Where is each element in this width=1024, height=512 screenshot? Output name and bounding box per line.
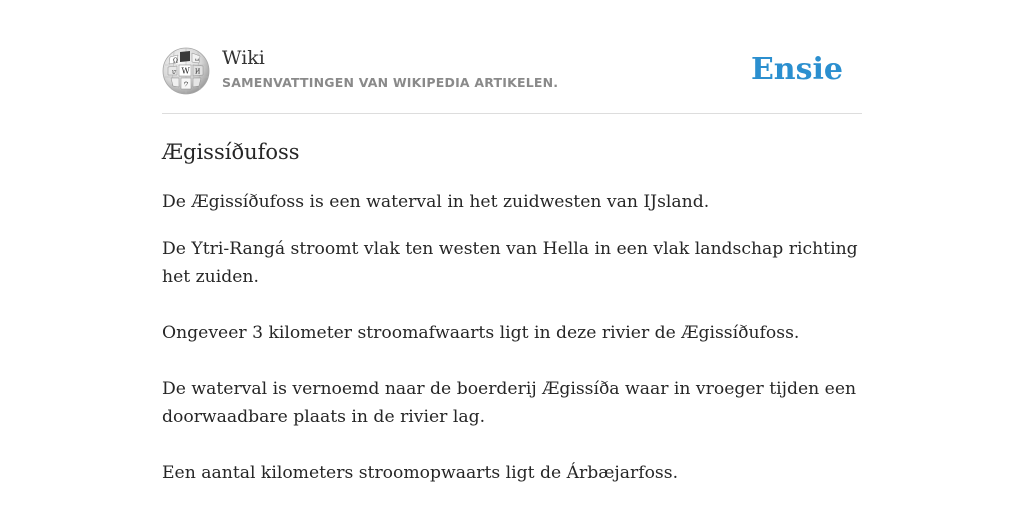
svg-text:И: И xyxy=(195,68,201,76)
article-paragraph: Ongeveer 3 kilometer stroomafwaarts ligt in deze rivier de Ægissíðufoss. xyxy=(162,323,800,343)
svg-text:Ω: Ω xyxy=(173,57,178,65)
article xyxy=(162,136,862,487)
article-paragraph: Een aantal kilometers stroomopwaarts ligt de Árbæjarfoss. xyxy=(162,463,679,483)
article-paragraph: De Ytri-Rangá stroomt vlak ten westen van Hella in een vlak landschap richting het zuiden. xyxy=(162,239,858,287)
site-header xyxy=(162,44,862,100)
wikipedia-globe-icon[interactable] xyxy=(162,47,210,95)
svg-text:W: W xyxy=(181,66,190,76)
article-paragraph: De Ægissíðufoss is een waterval in het zuidwesten van IJsland. xyxy=(162,192,710,212)
article-paragraph: De waterval is vernoemd naar de boerderij Ægissíða waar in vroeger tijden een doorwaadbare plaats in de rivier lag. xyxy=(162,379,857,427)
ensie-brand-link[interactable]: Ensie xyxy=(750,52,843,87)
site-name[interactable]: Wiki xyxy=(222,47,265,69)
svg-text:ש: ש xyxy=(172,68,177,76)
svg-text:ω: ω xyxy=(195,57,200,63)
svg-text:ウ: ウ xyxy=(183,81,190,88)
site-tagline: SAMENVATTINGEN VAN WIKIPEDIA ARTIKELEN. xyxy=(222,75,559,90)
article-title: Ægissíðufoss xyxy=(162,140,300,164)
header-divider xyxy=(162,113,862,114)
